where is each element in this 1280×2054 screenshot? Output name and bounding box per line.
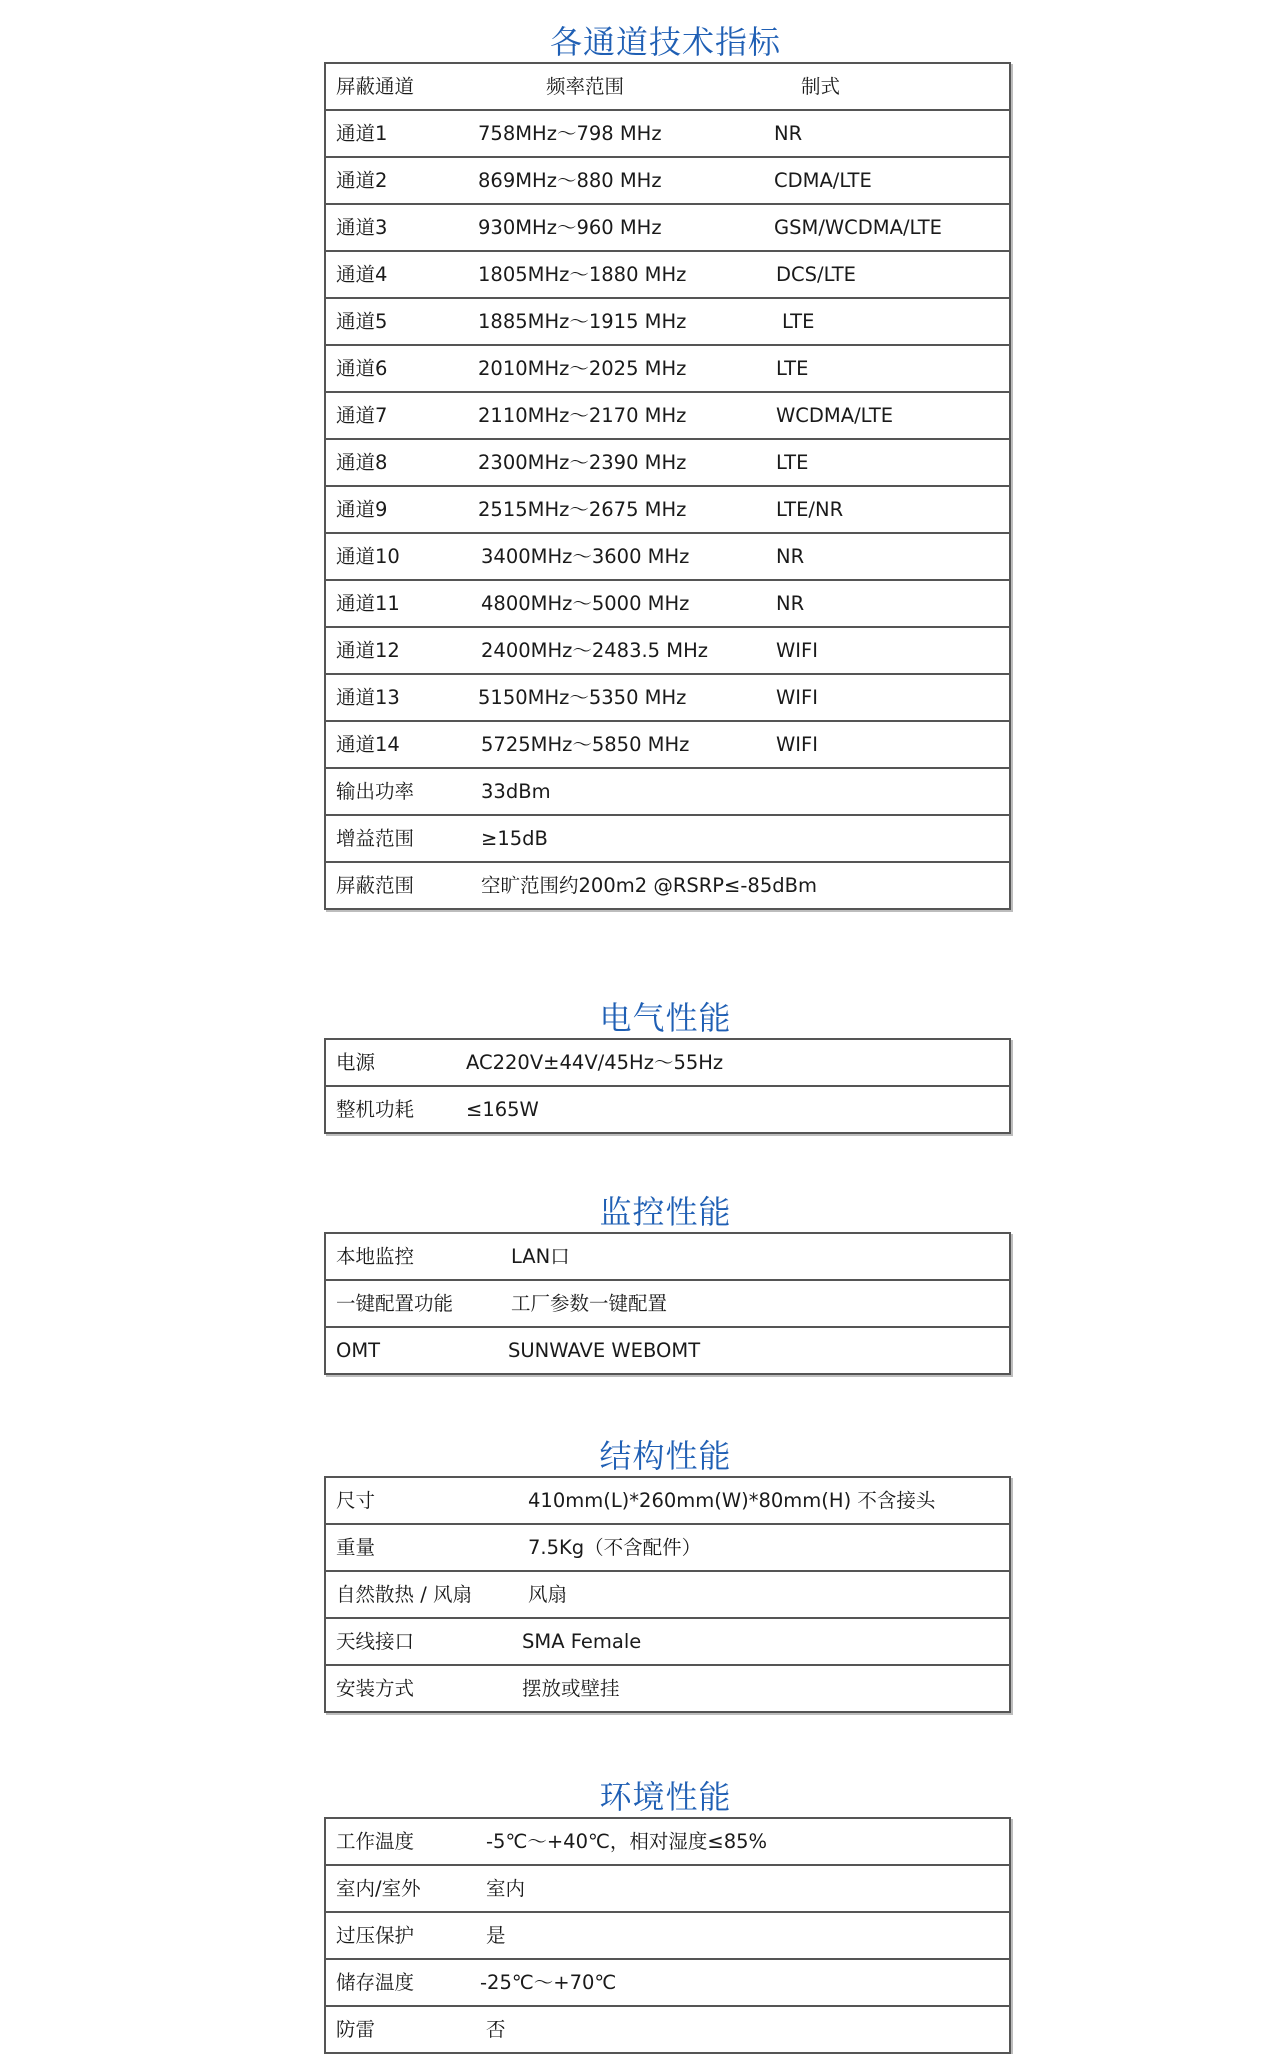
channel-frequency: 1805MHz～1880 MHz xyxy=(478,263,687,286)
spec-label: 防雷 xyxy=(336,2018,376,2041)
spec-value: AC220V±44V/45Hz～55Hz xyxy=(466,1051,724,1074)
channel-name: 通道7 xyxy=(336,404,388,427)
channel-specs-title: 各通道技术指标 xyxy=(549,23,781,61)
spec-value: SUNWAVE WEBOMT xyxy=(508,1339,701,1362)
header-channel: 屏蔽通道 xyxy=(336,75,415,98)
table-row xyxy=(326,156,1009,203)
channel-frequency: 869MHz～880 MHz xyxy=(478,169,662,192)
table-row xyxy=(326,1232,1009,1279)
channel-standard: NR xyxy=(776,545,805,568)
table-row xyxy=(326,391,1009,438)
spec-label: 储存温度 xyxy=(336,1971,415,1994)
channel-frequency: 1885MHz～1915 MHz xyxy=(478,310,687,333)
table-row xyxy=(326,814,1009,861)
channel-name: 通道3 xyxy=(336,216,388,239)
channel-name: 通道8 xyxy=(336,451,388,474)
spec-label: 自然散热 / 风扇 xyxy=(336,1583,472,1606)
table-row xyxy=(326,1476,1009,1523)
channel-name: 通道9 xyxy=(336,498,388,521)
table-row xyxy=(326,1664,1009,1711)
spec-label: 过压保护 xyxy=(336,1924,415,1947)
channel-standard: LTE xyxy=(776,357,809,380)
spec-label: 重量 xyxy=(336,1536,376,1559)
channel-standard: LTE xyxy=(782,310,815,333)
spec-label: 工作温度 xyxy=(336,1830,415,1853)
table-row xyxy=(326,438,1009,485)
table-row xyxy=(326,1038,1009,1085)
table-row xyxy=(326,2005,1009,2052)
channel-standard: DCS/LTE xyxy=(776,263,856,286)
table-row xyxy=(326,1570,1009,1617)
channel-frequency: 758MHz～798 MHz xyxy=(478,122,662,145)
channel-name: 通道14 xyxy=(336,733,400,756)
spec-value: 是 xyxy=(486,1924,506,1947)
environment-title: 环境性能 xyxy=(599,1778,732,1816)
spec-value: ≤165W xyxy=(466,1098,539,1121)
channel-name: 通道4 xyxy=(336,263,388,286)
table-row xyxy=(326,1958,1009,2005)
channel-frequency: 3400MHz～3600 MHz xyxy=(481,545,690,568)
table-row xyxy=(326,626,1009,673)
electrical-table xyxy=(324,1038,1011,1134)
table-header-row xyxy=(326,62,1009,109)
channel-standard: CDMA/LTE xyxy=(774,169,872,192)
electrical-title: 电气性能 xyxy=(599,999,732,1037)
table-row xyxy=(326,250,1009,297)
spec-value: 410mm(L)*260mm(W)*80mm(H) 不含接头 xyxy=(528,1489,936,1512)
table-row xyxy=(326,344,1009,391)
table-row xyxy=(326,767,1009,814)
channel-frequency: 2300MHz～2390 MHz xyxy=(478,451,687,474)
channel-standard: LTE/NR xyxy=(776,498,844,521)
table-row xyxy=(326,1864,1009,1911)
table-row xyxy=(326,1523,1009,1570)
spec-label: 天线接口 xyxy=(336,1630,415,1653)
header-standard: 制式 xyxy=(801,75,841,98)
spec-value: 工厂参数一键配置 xyxy=(511,1292,668,1315)
spec-label: 屏蔽范围 xyxy=(336,874,415,897)
spec-label: 安装方式 xyxy=(336,1677,415,1700)
channel-name: 通道13 xyxy=(336,686,400,709)
channel-frequency: 2515MHz～2675 MHz xyxy=(478,498,687,521)
spec-label: 输出功率 xyxy=(336,780,415,803)
channel-frequency: 5725MHz～5850 MHz xyxy=(481,733,690,756)
table-row xyxy=(326,720,1009,767)
channel-frequency: 930MHz～960 MHz xyxy=(478,216,662,239)
spec-value: 33dBm xyxy=(481,780,551,803)
channel-standard: WIFI xyxy=(776,686,818,709)
header-frequency: 频率范围 xyxy=(546,75,625,98)
monitoring-table xyxy=(324,1232,1011,1375)
table-row xyxy=(326,861,1009,908)
table-row xyxy=(326,1279,1009,1326)
spec-label: 本地监控 xyxy=(336,1245,415,1268)
spec-value: 室内 xyxy=(486,1877,526,1900)
spec-value: 7.5Kg（不含配件） xyxy=(528,1536,702,1559)
channel-specs-table xyxy=(324,62,1011,910)
channel-frequency: 2110MHz～2170 MHz xyxy=(478,404,687,427)
channel-name: 通道2 xyxy=(336,169,388,192)
channel-name: 通道5 xyxy=(336,310,388,333)
channel-standard: LTE xyxy=(776,451,809,474)
spec-value: 摆放或壁挂 xyxy=(522,1677,620,1700)
channel-name: 通道11 xyxy=(336,592,400,615)
table-row xyxy=(326,1911,1009,1958)
table-row xyxy=(326,532,1009,579)
spec-label: 增益范围 xyxy=(336,827,415,850)
spec-label: OMT xyxy=(336,1339,381,1362)
spec-value: 风扇 xyxy=(528,1583,568,1606)
channel-standard: WCDMA/LTE xyxy=(776,404,894,427)
spec-value: -25℃～+70℃ xyxy=(480,1971,617,1994)
spec-label: 室内/室外 xyxy=(336,1877,421,1900)
spec-label: 电源 xyxy=(336,1051,376,1074)
table-row xyxy=(326,579,1009,626)
channel-name: 通道10 xyxy=(336,545,400,568)
channel-name: 通道1 xyxy=(336,122,388,145)
channel-name: 通道12 xyxy=(336,639,400,662)
structure-title: 结构性能 xyxy=(599,1437,732,1475)
channel-frequency: 2010MHz～2025 MHz xyxy=(478,357,687,380)
channel-standard: NR xyxy=(774,122,803,145)
channel-standard: WIFI xyxy=(776,733,818,756)
table-row xyxy=(326,1617,1009,1664)
environment-table xyxy=(324,1817,1011,2054)
spec-value: 空旷范围约200m2 @RSRP≤-85dBm xyxy=(481,874,817,897)
table-row xyxy=(326,109,1009,156)
channel-frequency: 4800MHz～5000 MHz xyxy=(481,592,690,615)
spec-label: 一键配置功能 xyxy=(336,1292,454,1315)
spec-value: -5℃～+40℃，相对湿度≤85% xyxy=(486,1830,768,1853)
spec-label: 尺寸 xyxy=(336,1489,376,1512)
table-row xyxy=(326,297,1009,344)
spec-value: SMA Female xyxy=(522,1630,642,1653)
channel-standard: WIFI xyxy=(776,639,818,662)
channel-name: 通道6 xyxy=(336,357,388,380)
structure-table xyxy=(324,1476,1011,1713)
table-row xyxy=(326,203,1009,250)
table-row xyxy=(326,1326,1009,1373)
channel-standard: NR xyxy=(776,592,805,615)
channel-frequency: 2400MHz～2483.5 MHz xyxy=(481,639,709,662)
table-row xyxy=(326,1817,1009,1864)
monitoring-title: 监控性能 xyxy=(599,1193,732,1231)
table-row xyxy=(326,1085,1009,1132)
channel-standard: GSM/WCDMA/LTE xyxy=(774,216,942,239)
channel-frequency: 5150MHz～5350 MHz xyxy=(478,686,687,709)
table-row xyxy=(326,673,1009,720)
spec-value: 否 xyxy=(486,2018,506,2041)
spec-value: ≥15dB xyxy=(481,827,548,850)
spec-label: 整机功耗 xyxy=(336,1098,415,1121)
table-row xyxy=(326,485,1009,532)
spec-value: LAN口 xyxy=(511,1245,570,1268)
